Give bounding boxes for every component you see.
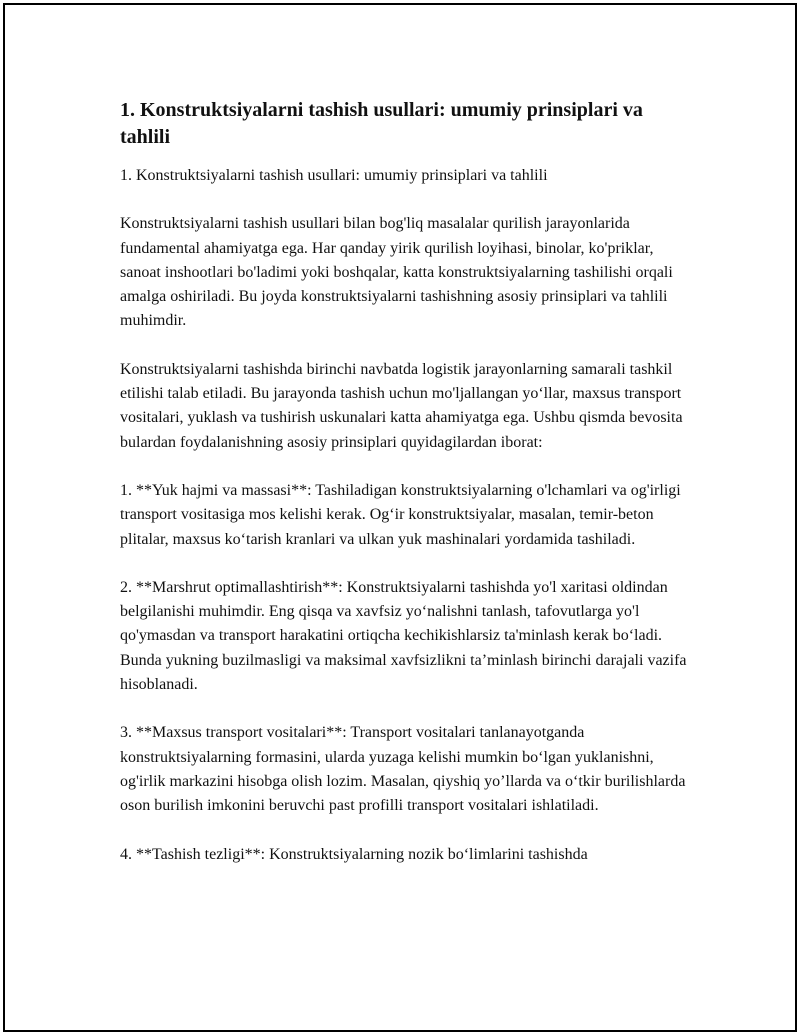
list-item-route-optimization: 2. **Marshrut optimallashtirish**: Konstruktsiyalarni tashishda yo'l xaritasi oldindan belgilanishi muhimdir. Eng qisqa va xavfsiz yo‘nalishni tanlash, tafovutlarga yo'l qo'ymasdan va transport harakatini ortiqcha kechikishlarsiz ta'minlash kerak bo‘ladi. Bunda yukning buzilmasligi va maksimal xavfsizlikni ta’minlash birinchi darajali vazifa hisoblanadi. <box>120 578 687 694</box>
list-item-cargo-size: 1. **Yuk hajmi va massasi**: Tashiladigan konstruktsiyalarning o'lchamlari va og'irligi transport vositasiga mos kelishi kerak. Og‘ir konstruktsiyalar, masalan, temir-beton plitalar, maxsus ko‘tarish kranlari va ulkan yuk mashinalari yordamida tashiladi. <box>120 481 681 548</box>
document-body <box>120 97 695 891</box>
intro-paragraph: Konstruktsiyalarni tashish usullari bilan bog'liq masalalar qurilish jarayonlarida fundamental ahamiyatga ega. Har qanday yirik qurilish loyihasi, binolar, ko'priklar, sanoat inshootlari bo'ladimi yoki boshqalar, katta konstruktsiyalarning tashilishi orqali amalga oshiriladi. Bu joyda konstruktsiyalarni tashishning asosiy prinsiplari va tahlili muhimdir. <box>120 215 673 330</box>
list-item-special-vehicles: 3. **Maxsus transport vositalari**: Transport vositalari tanlanayotganda konstruktsiyalarning formasini, ularda yuzaga kelishi mumkin bo‘lgan yuklanishni, og'irlik markazini hisobga olish lozim. Masalan, qiyshiq yo’llarda va o‘tkir burilishlarda oson burilish imkonini beruvchi past profilli transport vositalari ishlatiladi. <box>120 724 686 815</box>
logistics-paragraph: Konstruktsiyalarni tashishda birinchi navbatda logistik jarayonlarning samarali tashkil etilishi talab etiladi. Bu jarayonda tashish uchun mo'ljallangan yo‘llar, maxsus transport vositalari, yuklash va tushirish uskunalari katta ahamiyatga ega. Ushbu qismda bevosita bulardan foydalanishning asosiy prinsiplari quyidagilardan iborat: <box>120 360 683 451</box>
document-page <box>3 3 797 1032</box>
subtitle-paragraph: 1. Konstruktsiyalarni tashish usullari: umumiy prinsiplari va tahlili <box>120 167 548 184</box>
page-title: 1. Konstruktsiyalarni tashish usullari: umumiy prinsiplari va tahlili <box>120 99 643 148</box>
list-item-transport-speed: 4. **Tashish tezligi**: Konstruktsiyalarning nozik bo‘limlarini tashishda <box>120 845 588 863</box>
